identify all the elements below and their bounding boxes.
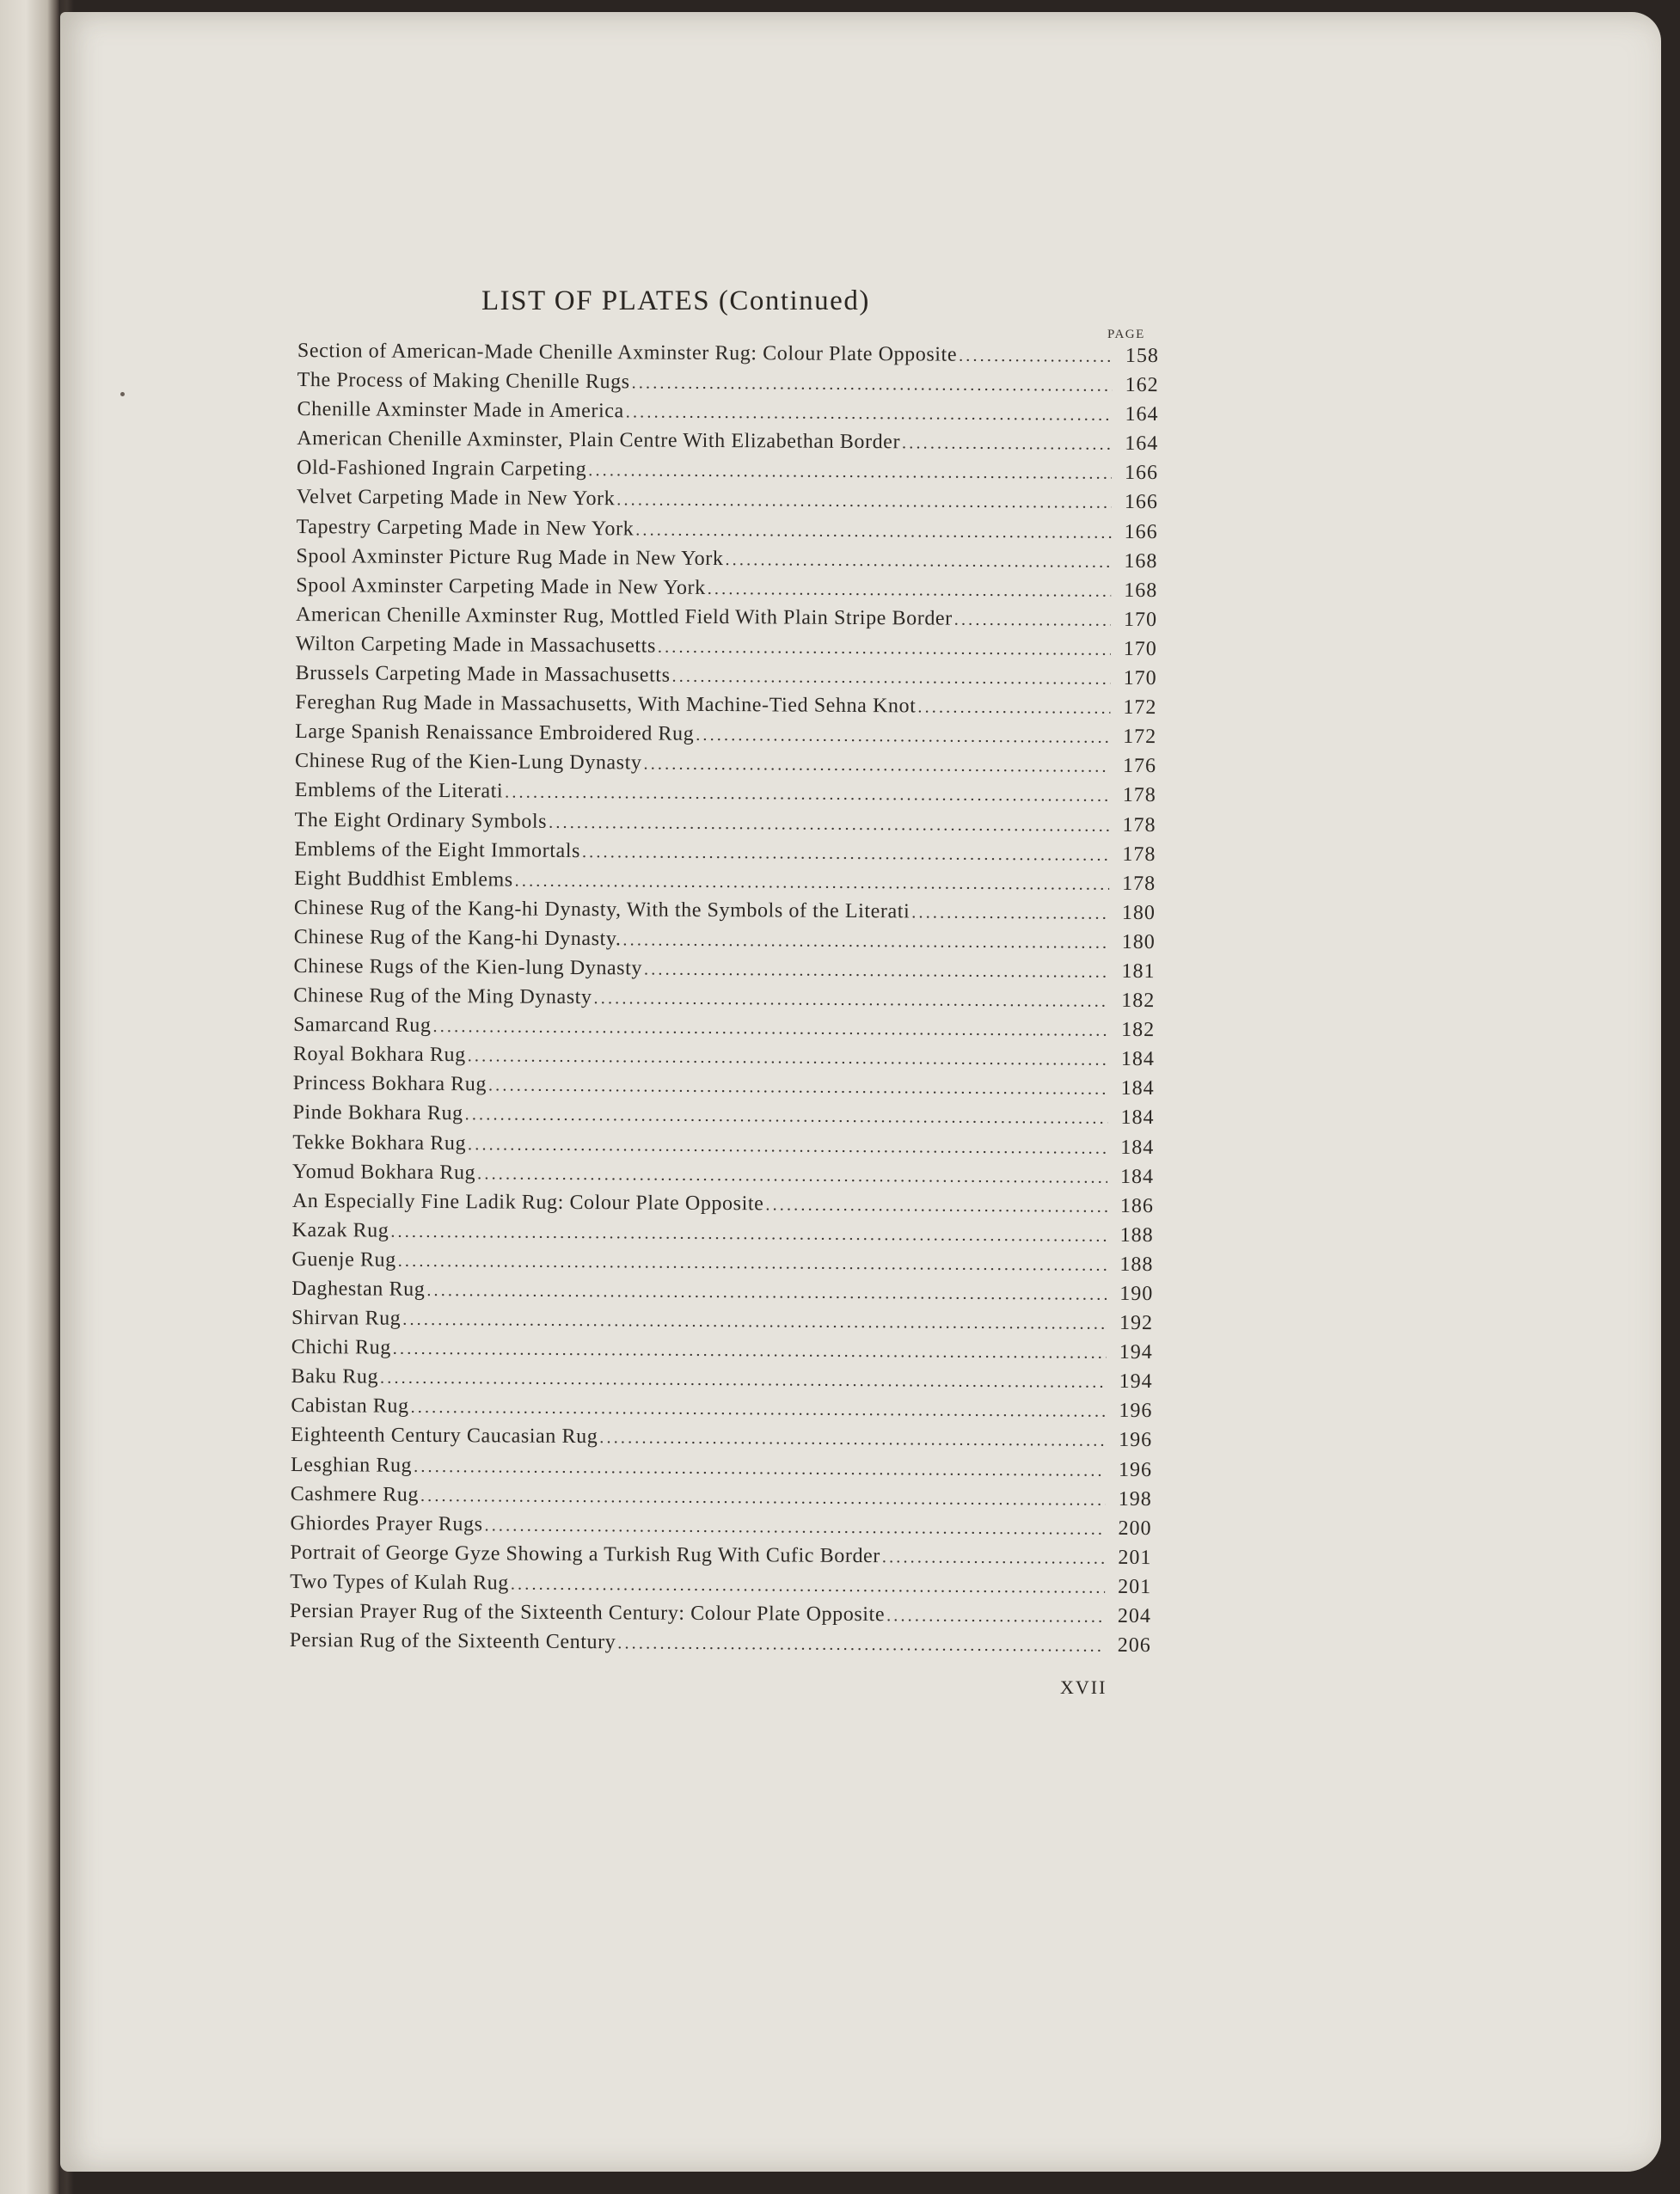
dot-leader	[420, 1486, 1106, 1511]
plate-title: Chenille Axminster Made in America	[297, 398, 624, 423]
dot-leader	[582, 843, 1110, 866]
plate-title: Velvet Carpeting Made in New York	[296, 486, 616, 511]
dot-leader	[594, 989, 1109, 1012]
plate-title: Wilton Carpeting Made in Massachusetts	[295, 632, 657, 658]
dot-leader	[465, 1106, 1108, 1130]
plate-page-number: 158	[1125, 344, 1159, 368]
dot-leader	[477, 1164, 1107, 1187]
plate-page-number: 166	[1124, 491, 1158, 514]
dot-leader	[411, 1398, 1107, 1422]
plate-page-number: 170	[1123, 608, 1158, 631]
page-column-header: PAGE	[1107, 328, 1145, 341]
dot-leader	[432, 1017, 1108, 1041]
plate-title: Royal Bokhara Rug	[292, 1043, 466, 1067]
plate-page-number: 196	[1118, 1458, 1153, 1481]
plate-page-number: 170	[1123, 666, 1157, 690]
plate-page-number: 164	[1125, 403, 1159, 426]
plate-page-number: 206	[1117, 1633, 1151, 1658]
plate-title: Tekke Bokhara Rug	[292, 1131, 467, 1155]
plate-page-number: 184	[1120, 1106, 1155, 1130]
plate-title: Daghestan Rug	[291, 1277, 426, 1301]
plate-title: An Especially Fine Ladik Rug: Colour Plate Opposite	[291, 1189, 764, 1216]
dot-leader	[398, 1252, 1107, 1276]
dot-leader	[696, 726, 1110, 748]
margin-speck	[120, 392, 125, 396]
plate-title: Princess Bokhara Rug	[292, 1072, 487, 1096]
plate-page-number: 190	[1119, 1282, 1154, 1306]
dot-leader	[886, 1606, 1105, 1627]
dot-leader	[671, 667, 1110, 689]
plate-page-number: 184	[1120, 1077, 1155, 1100]
plate-page-number: 184	[1119, 1165, 1155, 1188]
plate-title: Chinese Rugs of the Kien-lung Dynasty	[293, 954, 643, 980]
dot-leader	[635, 520, 1112, 542]
plate-page-number: 168	[1124, 549, 1158, 573]
dot-leader	[954, 610, 1111, 631]
dot-leader	[616, 491, 1112, 514]
plate-page-number: 192	[1119, 1311, 1154, 1335]
dot-leader	[588, 461, 1112, 484]
dot-leader	[902, 434, 1112, 455]
plate-page-number: 200	[1118, 1517, 1152, 1540]
dot-leader	[468, 1046, 1108, 1070]
plate-title: American Chenille Axminster, Plain Centre With Elizabethan Border	[297, 427, 901, 454]
plate-page-number: 182	[1121, 1019, 1156, 1042]
dot-leader	[658, 638, 1111, 660]
dot-leader	[511, 1574, 1105, 1597]
dot-leader	[626, 403, 1113, 426]
plate-page-number: 181	[1121, 959, 1156, 984]
plate-page-number: 196	[1119, 1400, 1153, 1423]
plate-title: Cabistan Rug	[291, 1394, 409, 1419]
plate-title: Spool Axminster Carpeting Made in New York	[296, 573, 706, 599]
plates-list	[290, 340, 1159, 1664]
plate-title: Two Types of Kulah Rug	[290, 1570, 509, 1595]
page-folio: XVII	[1060, 1676, 1107, 1698]
plate-page-number: 194	[1119, 1341, 1153, 1364]
plate-title: Ghiordes Prayer Rugs	[290, 1511, 483, 1536]
plate-title: Fereghan Rug Made in Massachusetts, With Machine-Tied Sehna Knot	[295, 691, 917, 718]
plate-page-number: 178	[1122, 843, 1156, 866]
dot-leader	[959, 346, 1113, 367]
plate-title: Pinde Bokhara Rug	[292, 1101, 463, 1125]
plate-page-number: 198	[1118, 1487, 1152, 1511]
plate-page-number: 194	[1119, 1370, 1153, 1394]
dot-leader	[622, 930, 1108, 953]
plate-title: Emblems of the Literati	[294, 779, 504, 803]
plate-title: Persian Rug of the Sixteenth Century	[289, 1629, 616, 1654]
plate-title: Spool Axminster Picture Rug Made in New York	[296, 544, 724, 570]
plate-page-number: 204	[1117, 1604, 1152, 1628]
dot-leader	[725, 550, 1111, 573]
dot-leader	[393, 1339, 1107, 1364]
plate-title: Emblems of the Eight Immortals	[294, 837, 581, 862]
plate-title: Lesghian Rug	[290, 1453, 413, 1477]
plate-page-number: 184	[1120, 1048, 1155, 1071]
dot-leader	[617, 1633, 1105, 1656]
plate-page-number: 172	[1123, 696, 1157, 720]
dot-leader	[632, 373, 1113, 395]
plate-title: Samarcand Rug	[293, 1014, 432, 1038]
plate-title: Chinese Rug of the Kien-Lung Dynasty	[294, 750, 642, 775]
plate-page-number: 196	[1119, 1429, 1153, 1452]
plate-page-number: 188	[1119, 1223, 1154, 1247]
plate-title: Chinese Rug of the Ming Dynasty	[293, 984, 592, 1009]
dot-leader	[488, 1076, 1108, 1100]
plate-entry	[290, 1629, 1151, 1664]
dot-leader	[390, 1222, 1107, 1246]
plate-page-number: 164	[1125, 432, 1159, 456]
dot-leader	[505, 783, 1110, 806]
plate-title: Cashmere Rug	[290, 1482, 420, 1506]
plate-page-number: 162	[1125, 373, 1159, 397]
plate-page-number: 170	[1123, 637, 1157, 661]
plate-title: Portrait of George Gyze Showing a Turkish Rug With Cufic Border	[290, 1541, 881, 1568]
plate-title: Persian Prayer Rug of the Sixteenth Century: Colour Plate Opposite	[289, 1600, 886, 1627]
dot-leader	[515, 871, 1110, 894]
dot-leader	[484, 1516, 1105, 1539]
plate-title: Large Spanish Renaissance Embroidered Rug	[295, 720, 695, 746]
dot-leader	[882, 1547, 1106, 1569]
dot-leader	[644, 959, 1109, 982]
plate-title: Baku Rug	[291, 1365, 379, 1388]
plate-page-number: 180	[1121, 930, 1156, 953]
dot-leader	[468, 1135, 1107, 1159]
plate-page-number: 186	[1119, 1194, 1154, 1217]
dot-leader	[599, 1429, 1106, 1452]
plate-title: Old-Fashioned Ingrain Carpeting	[297, 457, 587, 481]
plate-title: Tapestry Carpeting Made in New York	[296, 515, 635, 540]
dot-leader	[708, 579, 1112, 602]
plate-title: Chichi Rug	[291, 1336, 391, 1359]
plate-page-number: 166	[1124, 462, 1159, 485]
plate-page-number: 180	[1121, 901, 1156, 924]
plate-title: Kazak Rug	[291, 1218, 389, 1242]
dot-leader	[917, 698, 1110, 719]
plate-page-number: 201	[1118, 1546, 1152, 1569]
plate-title: Section of American-Made Chenille Axminster Rug: Colour Plate Opposite	[297, 340, 958, 366]
plate-page-number: 176	[1122, 755, 1157, 778]
plate-title: Eight Buddhist Emblems	[294, 867, 513, 892]
plate-page-number: 184	[1120, 1136, 1155, 1159]
plate-title: The Eight Ordinary Symbols	[294, 808, 548, 833]
dot-leader	[643, 755, 1110, 777]
page-title: LIST OF PLATES (Continued)	[481, 285, 870, 316]
plate-title: Shirvan Rug	[291, 1307, 402, 1330]
plate-title: Yomud Bokhara Rug	[292, 1160, 476, 1184]
dot-leader	[380, 1369, 1107, 1393]
dot-leader	[549, 812, 1110, 836]
plate-title: American Chenille Axminster Rug, Mottled Field With Plain Stripe Border	[295, 603, 953, 630]
plate-page-number: 178	[1122, 872, 1156, 895]
dot-leader	[402, 1310, 1107, 1334]
plate-page-number: 201	[1118, 1575, 1152, 1599]
plate-page-number: 178	[1122, 813, 1156, 837]
plate-title: Chinese Rug of the Kang-hi Dynasty, With the Symbols of the Literati	[293, 896, 911, 923]
plate-title: Eighteenth Century Caucasian Rug	[291, 1424, 598, 1449]
plate-page-number: 168	[1124, 579, 1158, 602]
plate-page-number: 178	[1122, 784, 1156, 807]
dot-leader	[911, 903, 1109, 923]
plate-page-number: 172	[1123, 726, 1157, 749]
plate-title: Brussels Carpeting Made in Massachusetts	[295, 662, 671, 687]
plate-page-number: 166	[1124, 520, 1158, 543]
plate-title: Guenje Rug	[291, 1247, 396, 1272]
dot-leader	[765, 1195, 1107, 1217]
plate-page-number: 188	[1119, 1253, 1154, 1277]
dot-leader	[414, 1456, 1106, 1480]
left-page-edge	[0, 0, 60, 2194]
plate-title: The Process of Making Chenille Rugs	[297, 369, 630, 394]
dot-leader	[426, 1281, 1107, 1305]
plate-title: Chinese Rug of the Kang-hi Dynasty.	[293, 925, 622, 951]
plate-page-number: 182	[1121, 989, 1156, 1013]
